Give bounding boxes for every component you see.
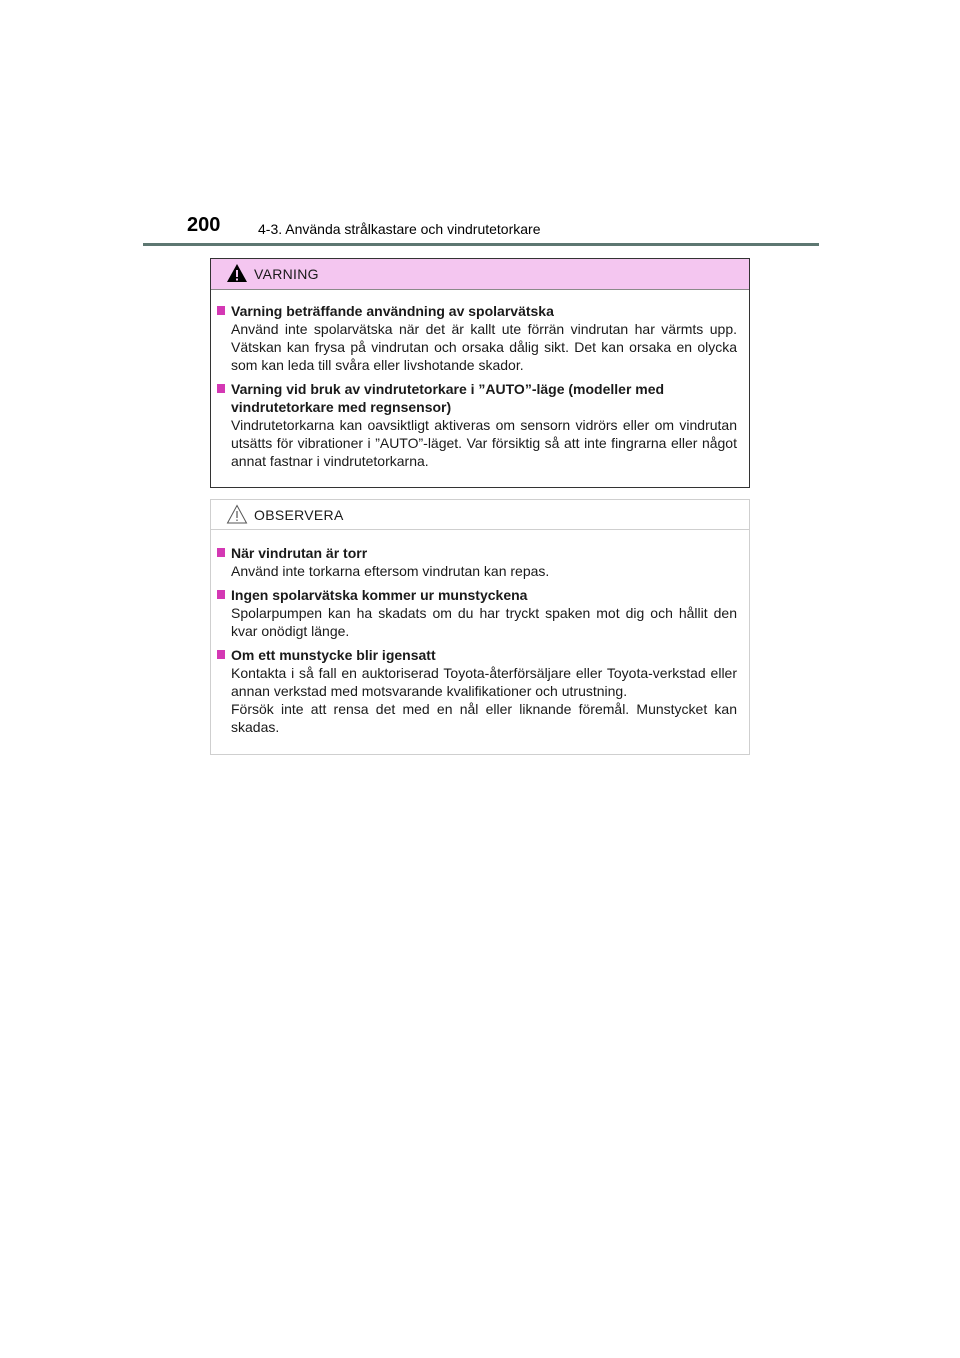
square-bullet-icon bbox=[217, 590, 225, 599]
warning-item-title: Varning beträffande användning av spolarvätska bbox=[217, 302, 737, 320]
caution-triangle-icon bbox=[226, 504, 248, 524]
warning-box bbox=[210, 258, 750, 488]
notice-label: OBSERVERA bbox=[254, 507, 344, 523]
warning-item-body: Vindrutetorkarna kan oavsiktligt aktiveras om sensorn vidrörs eller om vindrutan utsätts för vibrationer i ”AUTO”-läget. Var försiktig så att inte fingrarna eller något annat fastnar i vindrutetorkarna. bbox=[231, 417, 737, 469]
warning-header bbox=[211, 259, 749, 290]
notice-item-title: Om ett munstycke blir igensatt bbox=[217, 646, 737, 664]
warning-label: VARNING bbox=[254, 266, 319, 282]
warning-item bbox=[217, 302, 737, 374]
square-bullet-icon bbox=[217, 306, 225, 315]
notice-items bbox=[211, 530, 749, 736]
notice-item bbox=[217, 544, 737, 580]
square-bullet-icon bbox=[217, 650, 225, 659]
warning-items bbox=[211, 290, 749, 470]
square-bullet-icon bbox=[217, 384, 225, 393]
notice-item-body: Spolarpumpen kan ha skadats om du har tryckt spaken mot dig och hållit den kvar onödigt länge. bbox=[231, 605, 737, 639]
warning-item-body: Använd inte spolarvätska när det är kallt ute förrän vindrutan har värmts upp. Vätskan kan frysa på vindrutan och orsaka dålig sikt. Det kan orsaka en olycka som kan leda till svåra eller livshotande skador. bbox=[231, 321, 737, 373]
notice-box bbox=[210, 499, 750, 755]
page-number: 200 bbox=[187, 214, 221, 236]
section-title: 4-3. Använda strålkastare och vindrutetorkare bbox=[258, 221, 541, 237]
notice-item bbox=[217, 646, 737, 736]
warning-item bbox=[217, 380, 737, 470]
header-rule bbox=[143, 243, 819, 246]
warning-triangle-icon bbox=[226, 263, 248, 283]
notice-item bbox=[217, 586, 737, 640]
notice-header bbox=[211, 500, 749, 530]
warning-item-title: Varning vid bruk av vindrutetorkare i ”AUTO”-läge (modeller med vindrutetorkare med regnsensor) bbox=[217, 380, 737, 416]
notice-item-body: Kontakta i så fall en auktoriserad Toyota-återförsäljare eller Toyota-verkstad eller annan verkstad med motsvarande kvalifikationer och utrustning. Försök inte att rensa det med en nål eller liknande föremål. Munstycket kan skadas. bbox=[231, 665, 737, 735]
notice-item-body: Använd inte torkarna eftersom vindrutan kan repas. bbox=[231, 563, 550, 579]
square-bullet-icon bbox=[217, 548, 225, 557]
notice-item-title: När vindrutan är torr bbox=[217, 544, 737, 562]
notice-item-title: Ingen spolarvätska kommer ur munstyckena bbox=[217, 586, 737, 604]
